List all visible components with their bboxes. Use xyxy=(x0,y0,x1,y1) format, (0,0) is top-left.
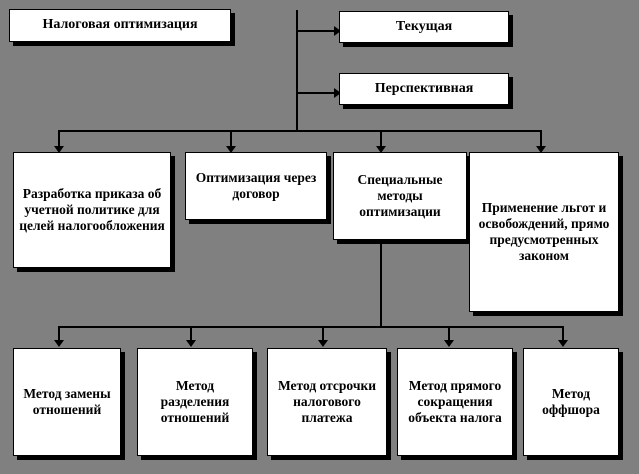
node-special-methods-label: Специальные методы оптимизации xyxy=(357,172,443,219)
node-benefits-exemptions-label: Применение льгот и освобождений, прямо предусмотренных законом xyxy=(478,200,610,263)
arrow-level3-a xyxy=(54,340,64,347)
node-accounting-policy-order-label: Разработка приказа об учетной политике для целей налогообложения xyxy=(19,186,165,233)
node-special-methods[interactable] xyxy=(333,152,467,240)
node-method-offshore[interactable] xyxy=(523,348,619,456)
arrow-level3-e xyxy=(558,340,568,347)
arrow-level3-c xyxy=(318,340,328,347)
node-contract-optimization[interactable] xyxy=(185,152,327,220)
connector-level2-vertical-from-root xyxy=(296,70,298,132)
connector-level3-vertical-from-c xyxy=(380,240,382,328)
node-method-deferral-label: Метод отсрочки налогового платежа xyxy=(277,378,376,425)
arrow-level3-b xyxy=(186,340,196,347)
node-method-separation[interactable] xyxy=(137,348,253,456)
node-method-replacement[interactable] xyxy=(13,348,121,456)
node-method-replacement-label: Метод замены отношений xyxy=(23,386,111,417)
node-method-separation-label: Метод разделения отношений xyxy=(160,378,230,425)
node-root-label: Налоговая оптимизация xyxy=(42,17,198,33)
node-method-offshore-label: Метод оффшора xyxy=(542,386,600,417)
node-method-direct-reduction[interactable] xyxy=(397,348,513,456)
connector-root-to-current xyxy=(296,30,336,32)
node-prospect-label: Перспективная xyxy=(374,80,474,96)
node-contract-optimization-label: Оптимизация через договор xyxy=(195,170,317,201)
node-root[interactable] xyxy=(9,9,231,42)
connector-level2-bus xyxy=(58,130,542,132)
node-prospect[interactable] xyxy=(339,73,509,105)
arrow-level3-d xyxy=(444,340,454,347)
node-method-direct-reduction-label: Метод прямого сокращения объекта налога xyxy=(408,378,502,425)
node-accounting-policy-order[interactable] xyxy=(13,152,171,268)
node-current-label: Текущая xyxy=(395,18,453,34)
node-benefits-exemptions[interactable] xyxy=(469,152,619,312)
node-method-deferral[interactable] xyxy=(267,348,387,456)
connector-level3-bus xyxy=(58,326,564,328)
connector-root-down xyxy=(296,10,298,72)
connector-root-to-prospect xyxy=(296,92,336,94)
node-current[interactable] xyxy=(339,11,509,43)
